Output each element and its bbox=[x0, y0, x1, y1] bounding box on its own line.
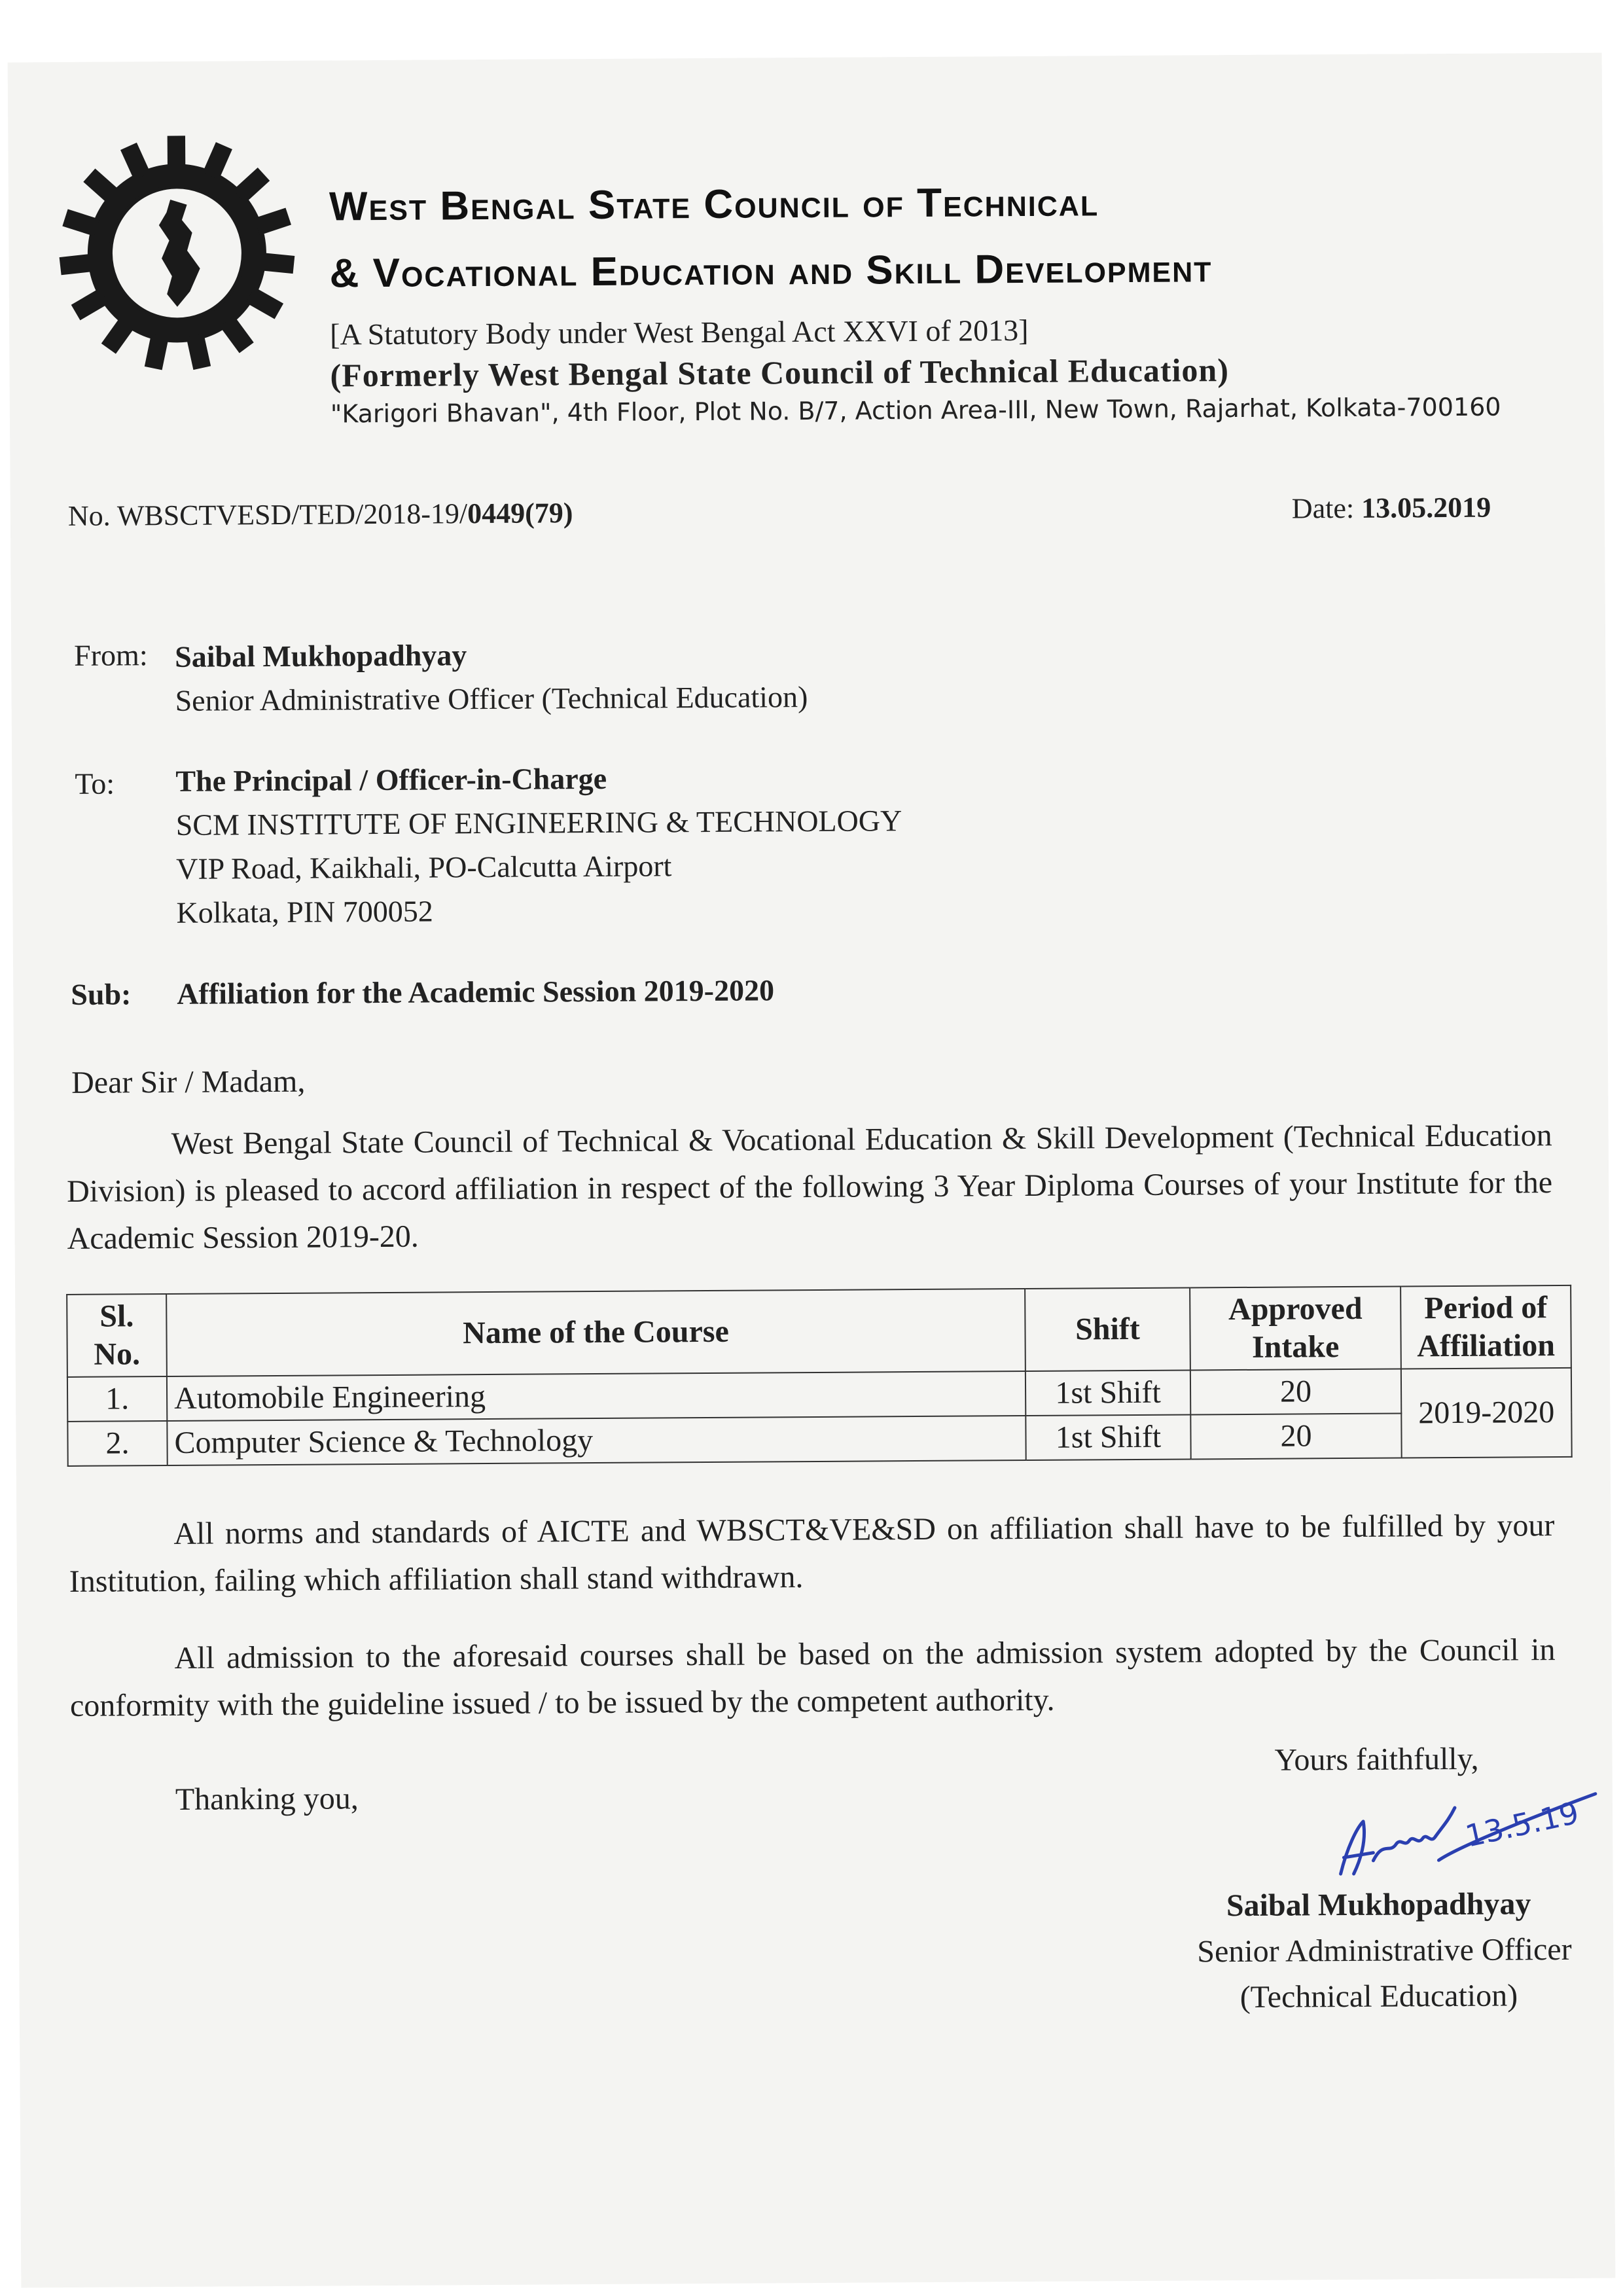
intro-paragraph: West Bengal State Council of Technical & Vocational Education & Skill Development (Technical Education Division) is pleased to accord affiliation in respect of the following 3 Year Diploma Courses of your Institute for the Academic Session 2019-20. bbox=[67, 1118, 1553, 1256]
letter-date: Date: 13.05.2019 bbox=[1291, 491, 1491, 525]
col-sl-no: Sl. No. bbox=[67, 1294, 167, 1377]
row-course: Computer Science & Technology bbox=[167, 1416, 1026, 1465]
institute-address-1: VIP Road, Kaikhali, PO-Calcutta Airport bbox=[176, 849, 672, 886]
signature-icon bbox=[1327, 1781, 1603, 1894]
affiliation-table bbox=[66, 1285, 1573, 1467]
row-intake: 20 bbox=[1190, 1414, 1401, 1460]
row-shift: 1st Shift bbox=[1026, 1414, 1190, 1460]
subject-text: Affiliation for the Academic Session 2019-2020 bbox=[177, 973, 775, 1011]
row-period: 2019-2020 bbox=[1401, 1368, 1572, 1458]
row-course: Automobile Engineering bbox=[167, 1371, 1026, 1421]
recipient: The Principal / Officer-in-Charge bbox=[175, 761, 607, 798]
sender-designation: Senior Administrative Officer (Technical Education) bbox=[175, 680, 808, 717]
closing-line: Yours faithfully, bbox=[1274, 1741, 1479, 1778]
signatory-name: Saibal Mukhopadhyay bbox=[1226, 1886, 1531, 1924]
signatory-division: (Technical Education) bbox=[1240, 1978, 1518, 2015]
table-row bbox=[67, 1412, 1571, 1466]
sender-name: Saibal Mukhopadhyay bbox=[175, 638, 467, 673]
council-logo-icon bbox=[48, 125, 305, 382]
council-name-line1: West Bengal State Council of Technical bbox=[329, 179, 1099, 230]
statutory-note: [A Statutory Body under West Bengal Act XXVI of 2013] bbox=[330, 313, 1029, 351]
to-label: To: bbox=[75, 766, 115, 800]
institute-name: SCM INSTITUTE OF ENGINEERING & TECHNOLOGY bbox=[175, 804, 902, 842]
reference-number: No. WBSCTVESD/TED/2018-19/0449(79) bbox=[67, 497, 573, 532]
norms-paragraph: All norms and standards of AICTE and WBSCT&VE&SD on affiliation shall have to be fulfilled by your Institution, failing which affiliation shall stand withdrawn. bbox=[69, 1508, 1555, 1599]
to-block bbox=[175, 755, 902, 935]
formerly-note: (Formerly West Bengal State Council of Technical Education) bbox=[330, 351, 1230, 394]
col-shift: Shift bbox=[1025, 1287, 1190, 1371]
row-shift: 1st Shift bbox=[1026, 1370, 1190, 1416]
row-sl: 1. bbox=[67, 1376, 167, 1422]
subject-label: Sub: bbox=[71, 977, 132, 1011]
admission-paragraph: All admission to the aforesaid courses shall be based on the admission system adopted by the Council in conformity with the guideline issued / to be issued by the competent authority. bbox=[69, 1632, 1556, 1723]
col-period: Period of Affiliation bbox=[1400, 1285, 1571, 1369]
signature-date: 13.5.19 bbox=[1462, 1795, 1582, 1854]
council-name-line2: & Vocational Education and Skill Development bbox=[329, 245, 1213, 296]
letter-page bbox=[8, 53, 1616, 2288]
thanking-line: Thanking you, bbox=[175, 1781, 359, 1817]
signatory-designation: Senior Administrative Officer bbox=[1197, 1931, 1572, 1969]
row-intake: 20 bbox=[1190, 1369, 1401, 1415]
col-course-name: Name of the Course bbox=[166, 1289, 1026, 1376]
from-block bbox=[175, 631, 808, 723]
col-approved-intake: Approved Intake bbox=[1190, 1287, 1401, 1371]
institute-address-2: Kolkata, PIN 700052 bbox=[176, 894, 433, 929]
row-sl: 2. bbox=[67, 1421, 167, 1466]
from-label: From: bbox=[74, 638, 148, 672]
table-header-row bbox=[67, 1285, 1571, 1377]
council-address: "Karigori Bhavan", 4th Floor, Plot No. B/7, Action Area-III, New Town, Rajarhat, Kolkata-700160 bbox=[330, 392, 1501, 429]
salutation: Dear Sir / Madam, bbox=[71, 1064, 306, 1100]
